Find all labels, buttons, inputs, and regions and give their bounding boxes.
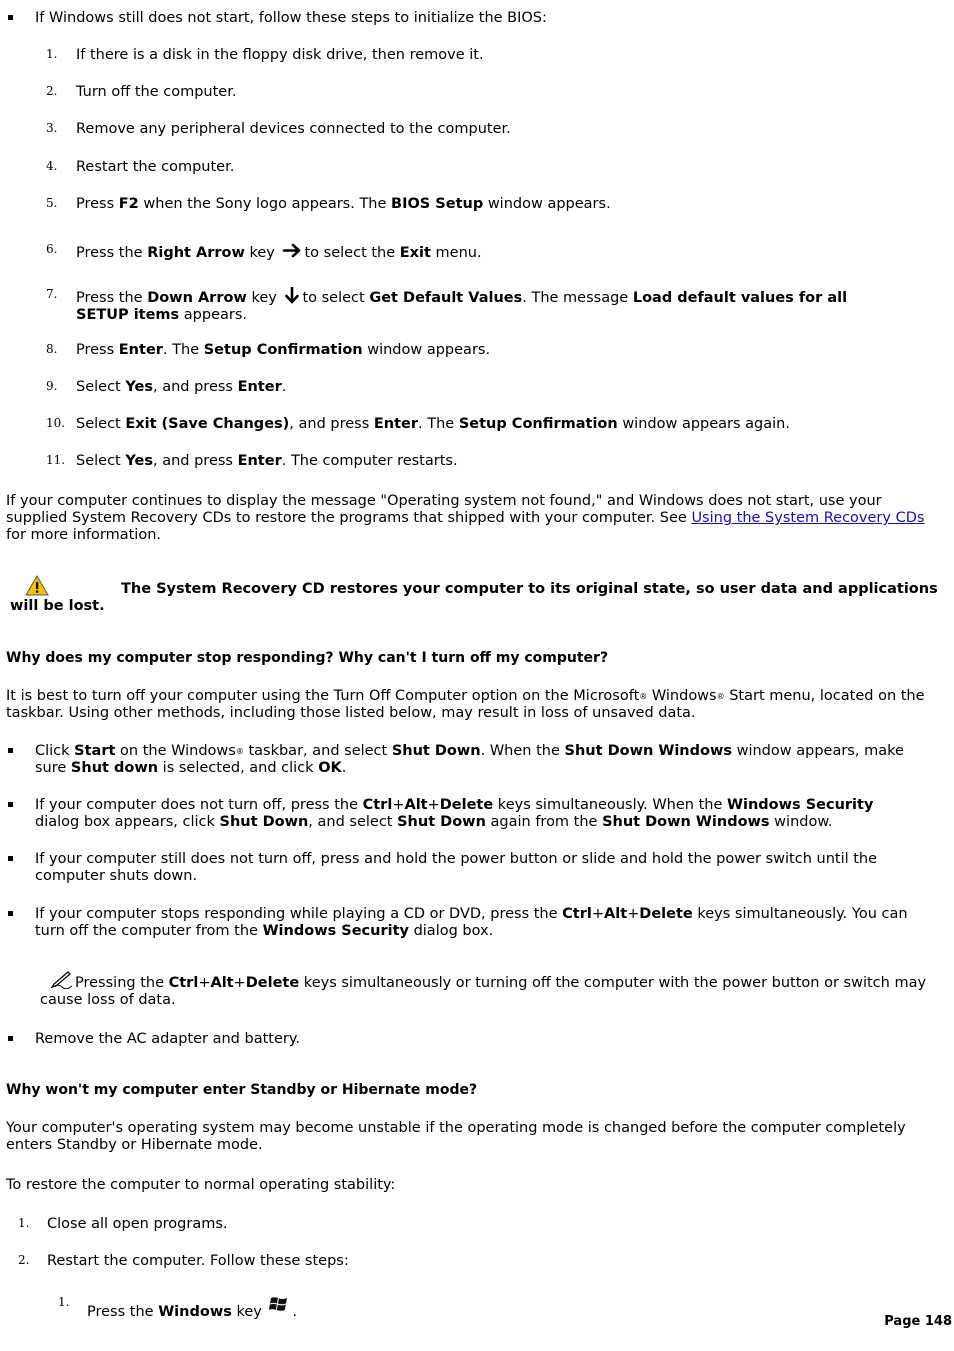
right-arrow-key-icon bbox=[280, 245, 305, 261]
section-heading-stop-responding: Why does my computer stop responding? Why can't I turn off my computer? bbox=[6, 650, 609, 666]
text-run: . bbox=[281, 379, 287, 395]
bullet-item bbox=[35, 906, 915, 940]
text-run: Press bbox=[76, 196, 119, 212]
bold-term: Ctrl bbox=[562, 906, 592, 922]
text-run: Turn off the computer. bbox=[76, 84, 237, 100]
step-number: 1. bbox=[18, 1216, 30, 1230]
text-run: key bbox=[244, 245, 280, 261]
text-run: when the Sony logo appears. The bbox=[138, 196, 392, 212]
bold-term: Exit (Save Changes) bbox=[125, 416, 290, 432]
bullet-item bbox=[35, 797, 905, 831]
restore-step-text: Close all open programs. bbox=[47, 1216, 228, 1232]
turn-off-paragraph bbox=[6, 688, 941, 722]
bold-term: Right Arrow bbox=[147, 245, 245, 261]
bold-term: BIOS Setup bbox=[391, 196, 484, 212]
step-number: 8. bbox=[46, 342, 58, 356]
step-text bbox=[76, 287, 876, 324]
text-run: , and press bbox=[152, 379, 238, 395]
bios-intro-text: If Windows still does not start, follow these steps to initialize the BIOS: bbox=[35, 10, 547, 26]
bold-term: Shut Down bbox=[219, 814, 309, 830]
recovery-text-after: for more information. bbox=[6, 527, 162, 543]
text-run: . The bbox=[162, 342, 204, 358]
bullet-marker bbox=[8, 856, 13, 861]
bold-term: Exit bbox=[399, 245, 431, 261]
bold-term: Alt bbox=[604, 906, 628, 922]
bold-term: Alt bbox=[404, 797, 428, 813]
bold-term: Enter bbox=[118, 342, 163, 358]
sub-step-text bbox=[87, 1295, 297, 1320]
text-run: Start menu, located on the taskbar. Using other methods, including those listed below, may result in loss of unsaved data. bbox=[6, 688, 925, 721]
text-run: Press the bbox=[76, 245, 148, 261]
text-run: , and press bbox=[152, 453, 238, 469]
text-run: If your computer stops responding while playing a CD or DVD, press the bbox=[35, 906, 563, 922]
bullet-item bbox=[35, 851, 935, 885]
down-arrow-key-icon bbox=[281, 290, 302, 306]
text-run: window appears. bbox=[362, 342, 491, 358]
step-text bbox=[76, 242, 482, 261]
bold-term: Enter bbox=[237, 379, 282, 395]
text-run: again from the bbox=[485, 814, 603, 830]
bold-term: Shut Down Windows bbox=[564, 743, 732, 759]
bold-term: Alt bbox=[210, 975, 234, 991]
step-text bbox=[76, 159, 234, 175]
registered-mark: ® bbox=[716, 692, 725, 701]
bold-term: Setup Confirmation bbox=[203, 342, 363, 358]
text-run: keys simultaneously. When the bbox=[493, 797, 727, 813]
text-run: Restart the computer. bbox=[76, 159, 235, 175]
text-run: key bbox=[246, 290, 282, 306]
bullet-item bbox=[35, 743, 905, 777]
bold-term: Delete bbox=[245, 975, 300, 991]
bold-term: Setup Confirmation bbox=[458, 416, 618, 432]
bold-term: Shut Down bbox=[397, 814, 486, 830]
restore-paragraph: To restore the computer to normal operating stability: bbox=[6, 1177, 396, 1193]
text-run: , and press bbox=[289, 416, 374, 432]
text-run: + bbox=[591, 906, 605, 922]
text-run: . The bbox=[418, 416, 459, 432]
text-run: key bbox=[231, 1304, 267, 1320]
bold-term: Get Default Values bbox=[369, 290, 523, 306]
text-run: window appears, make sure bbox=[35, 743, 904, 776]
text-run: . bbox=[292, 1304, 298, 1320]
bold-term: Yes bbox=[125, 379, 153, 395]
bold-term: Ctrl bbox=[362, 797, 393, 813]
text-run: Press the bbox=[87, 1304, 159, 1320]
text-run: If your computer still does not turn off, press and hold the power button or slide and hold the power switch until the computer shuts down. bbox=[35, 851, 878, 884]
ac-adapter-bullet: Remove the AC adapter and battery. bbox=[35, 1031, 300, 1047]
text-run: window appears again. bbox=[617, 416, 790, 432]
text-run: Select bbox=[76, 379, 126, 395]
bold-term: Shut Down bbox=[391, 743, 481, 759]
text-run: If your computer does not turn off, press the bbox=[35, 797, 363, 813]
registered-mark: ® bbox=[639, 692, 648, 701]
text-run: Press the bbox=[76, 290, 148, 306]
note-text bbox=[40, 975, 935, 1009]
text-run: to select bbox=[302, 290, 370, 306]
text-run: Remove any peripheral devices connected to the computer. bbox=[76, 121, 511, 137]
text-run: + bbox=[233, 975, 246, 991]
text-run: Select bbox=[76, 416, 126, 432]
bold-term: Enter bbox=[237, 453, 282, 469]
text-run: + bbox=[392, 797, 405, 813]
text-run: If there is a disk in the floppy disk drive, then remove it. bbox=[76, 47, 484, 63]
step-text bbox=[76, 47, 484, 63]
text-run: to select the bbox=[304, 245, 400, 261]
warning-text: The System Recovery CD restores your computer to its original state, so user data and applications will be lost. bbox=[10, 581, 938, 614]
text-run: window appears. bbox=[483, 196, 611, 212]
bold-term: F2 bbox=[118, 196, 139, 212]
text-run: It is best to turn off your computer using the Turn Off Computer option on the Microsoft bbox=[6, 688, 640, 704]
text-run: . The message bbox=[522, 290, 633, 306]
step-text bbox=[76, 196, 611, 212]
standby-paragraph: Your computer's operating system may become unstable if the operating mode is changed before the computer completely enters Standby or Hibernate mode. bbox=[6, 1120, 906, 1153]
text-run: Click bbox=[35, 743, 75, 759]
step-text bbox=[76, 453, 458, 469]
step-number: 5. bbox=[46, 196, 58, 210]
step-number: 9. bbox=[46, 379, 58, 393]
step-text bbox=[76, 379, 286, 395]
text-run: is selected, and click bbox=[158, 760, 319, 776]
recovery-text-before: If your computer continues to display the message "Operating system not found," and Windows does not start, use your supplied System Recovery CDs to restore the programs that shipped with your computer. See bbox=[6, 493, 882, 526]
bold-term: Delete bbox=[639, 906, 693, 922]
bold-term: Windows Security bbox=[727, 797, 874, 813]
text-run: Press bbox=[76, 342, 119, 358]
text-run: dialog box appears, click bbox=[35, 814, 220, 830]
bold-term: Ctrl bbox=[168, 975, 199, 991]
text-run: Select bbox=[76, 453, 126, 469]
text-run: dialog box. bbox=[408, 923, 494, 939]
registered-mark: ® bbox=[235, 747, 244, 756]
system-recovery-link[interactable]: Using the System Recovery CDs bbox=[691, 510, 925, 526]
bold-term: Shut down bbox=[70, 760, 159, 776]
text-run: Windows bbox=[647, 688, 717, 704]
text-run: + bbox=[627, 906, 640, 922]
bold-term: Shut Down Windows bbox=[602, 814, 770, 830]
text-run: keys simultaneously or turning off the computer with the power button or switch may cause loss of data. bbox=[40, 975, 927, 1008]
step-text bbox=[76, 416, 790, 432]
text-run: taskbar, and select bbox=[243, 743, 392, 759]
bold-term: Yes bbox=[125, 453, 153, 469]
text-run: appears. bbox=[179, 307, 248, 323]
step-text bbox=[76, 342, 490, 358]
bullet-marker bbox=[8, 15, 13, 20]
text-run: . When the bbox=[480, 743, 565, 759]
step-number: 2. bbox=[46, 84, 58, 98]
restore-step-text: Restart the computer. Follow these steps: bbox=[47, 1253, 349, 1269]
text-run: , and select bbox=[308, 814, 398, 830]
text-run: window. bbox=[769, 814, 833, 830]
bullet-marker bbox=[8, 802, 13, 807]
step-text bbox=[76, 84, 236, 100]
bold-term: Start bbox=[74, 743, 116, 759]
bold-term: Down Arrow bbox=[147, 290, 247, 306]
text-run: on the Windows bbox=[115, 743, 236, 759]
text-run: keys simultaneously. You can turn off the computer from the bbox=[35, 906, 908, 939]
step-number: 10. bbox=[46, 416, 66, 430]
bullet-marker bbox=[8, 911, 13, 916]
text-run: . bbox=[341, 760, 347, 776]
step-number: 3. bbox=[46, 121, 58, 135]
text-run: Pressing the bbox=[75, 975, 169, 991]
bold-term: OK bbox=[318, 760, 342, 776]
text-run: . The computer restarts. bbox=[281, 453, 458, 469]
text-run: + bbox=[427, 797, 440, 813]
section-heading-standby: Why won't my computer enter Standby or Hibernate mode? bbox=[6, 1082, 478, 1098]
step-number: 4. bbox=[46, 159, 58, 173]
bullet-marker bbox=[8, 748, 13, 753]
bold-term: Windows Security bbox=[262, 923, 409, 939]
recovery-paragraph bbox=[6, 493, 941, 544]
text-run: + bbox=[198, 975, 211, 991]
windows-key-icon bbox=[266, 1304, 292, 1320]
bold-term: Delete bbox=[439, 797, 494, 813]
bold-term: Windows bbox=[158, 1304, 232, 1320]
step-number: 7. bbox=[46, 287, 58, 301]
step-number: 6. bbox=[46, 242, 58, 256]
step-number: 2. bbox=[18, 1253, 30, 1267]
step-number: 11. bbox=[46, 453, 66, 467]
page-number: Page 148 bbox=[884, 1314, 952, 1329]
sub-step-number: 1. bbox=[58, 1295, 70, 1309]
bold-term: Load default values for all SETUP items bbox=[76, 290, 848, 323]
step-text bbox=[76, 121, 511, 137]
bold-term: Enter bbox=[373, 416, 419, 432]
bullet-marker bbox=[8, 1036, 13, 1041]
step-number: 1. bbox=[46, 47, 58, 61]
text-run: menu. bbox=[430, 245, 482, 261]
